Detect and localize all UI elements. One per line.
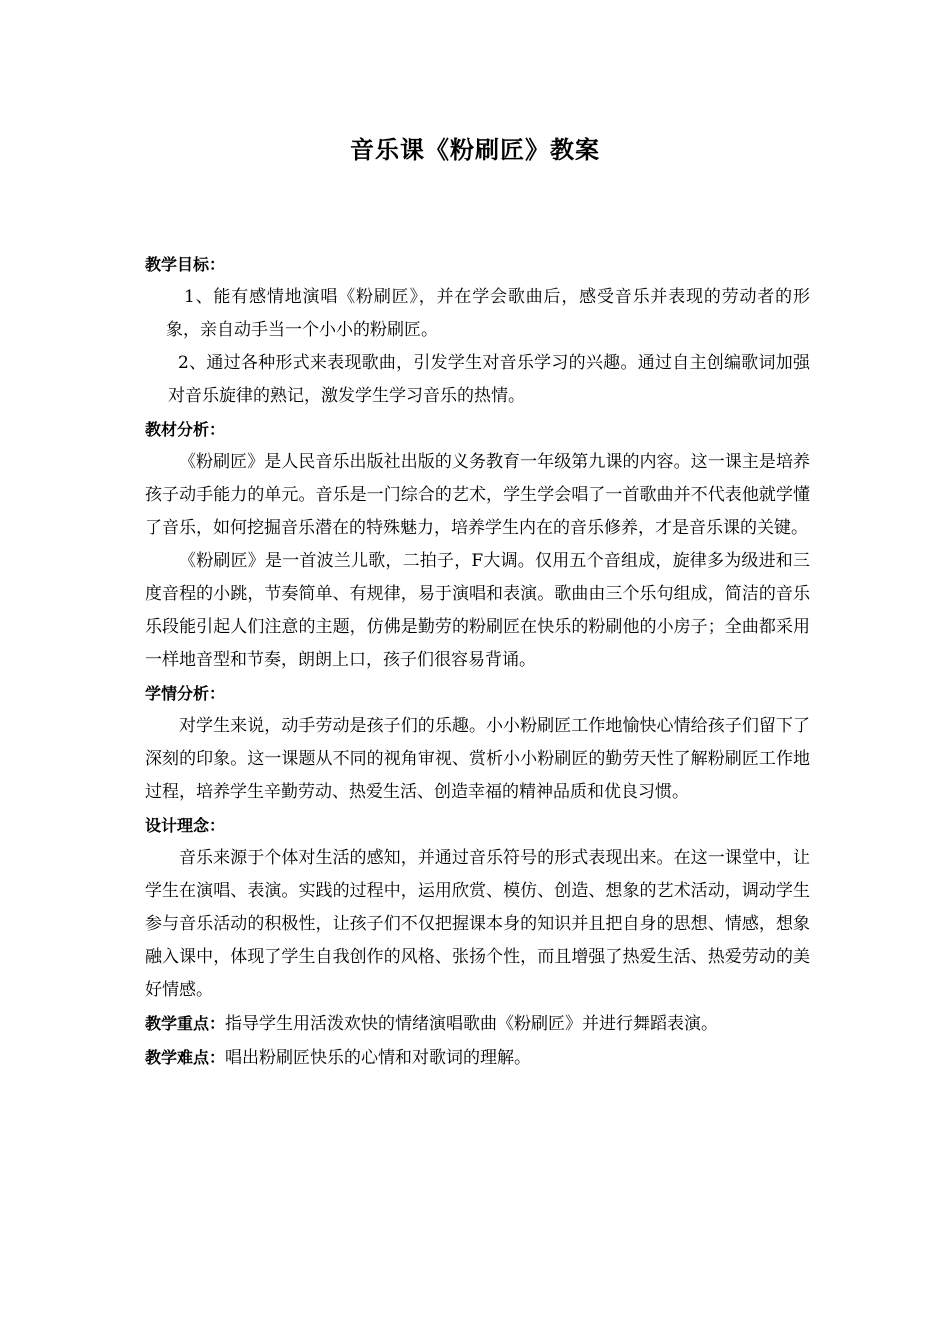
students-heading: 学情分析： [145,684,226,703]
key-point-row [145,1007,810,1041]
objective-item-1: 1、能有感情地演唱《粉刷匠》，并在学会歌曲后，感受音乐并表现的劳动者的形象，亲自动手当一个小小的粉刷匠。 [166,287,810,340]
document-body [145,248,810,1075]
difficulty-heading: 教学难点： [145,1048,226,1067]
objectives-heading: 教学目标： [145,255,226,274]
concept-paragraph-1: 音乐来源于个体对生活的感知，并通过音乐符号的形式表现出来。在这一课堂中，让学生在演唱、表演。实践的过程中，运用欣赏、模仿、创造、想象的艺术活动，调动学生参与音乐活动的积极性，让孩子们不仅把握课本身的知识并且把自身的思想、情感，想象融入课中，体现了学生自我创作的风格、张扬个性，而且增强了热爱生活、热爱劳动的美好情感。 [145,848,810,1000]
material-paragraph-2: 《粉刷匠》是一首波兰儿歌，二拍子，F大调。仅用五个音组成，旋律多为级进和三度音程的小跳，节奏简单、有规律，易于演唱和表演。歌曲由三个乐句组成，简洁的音乐乐段能引起人们注意的主题，仿佛是勤劳的粉刷匠在快乐的粉刷他的小房子；全曲都采用一样地音型和节奏，朗朗上口，孩子们很容易背诵。 [145,551,810,670]
key-point-text: 指导学生用活泼欢快的情绪演唱歌曲《粉刷匠》并进行舞蹈表演。 [225,1014,719,1034]
difficulty-row [145,1041,810,1075]
objective-item-2: 2、通过各种形式来表现歌曲，引发学生对音乐学习的兴趣。通过自主创编歌词加强对音乐旋律的熟记，激发学生学习音乐的热情。 [168,353,810,406]
material-paragraph-1: 《粉刷匠》是人民音乐出版社出版的义务教育一年级第九课的内容。这一课主是培养孩子动手能力的单元。音乐是一门综合的艺术，学生学会唱了一首歌曲并不代表他就学懂了音乐，如何挖掘音乐潜在的特殊魅力，培养学生内在的音乐修养，才是音乐课的关键。 [145,452,810,538]
students-paragraph-1: 对学生来说，动手劳动是孩子们的乐趣。小小粉刷匠工作地愉快心情给孩子们留下了深刻的印象。这一课题从不同的视角审视、赏析小小粉刷匠的勤劳天性了解粉刷匠工作地过程，培养学生辛勤劳动、热爱生活、创造幸福的精神品质和优良习惯。 [145,716,810,802]
key-point-heading: 教学重点： [145,1014,226,1033]
page-title: 音乐课《粉刷匠》教案 [350,136,600,164]
concept-heading: 设计理念： [145,816,226,835]
difficulty-text: 唱出粉刷匠快乐的心情和对歌词的理解。 [225,1048,532,1068]
material-heading: 教材分析： [145,420,226,439]
